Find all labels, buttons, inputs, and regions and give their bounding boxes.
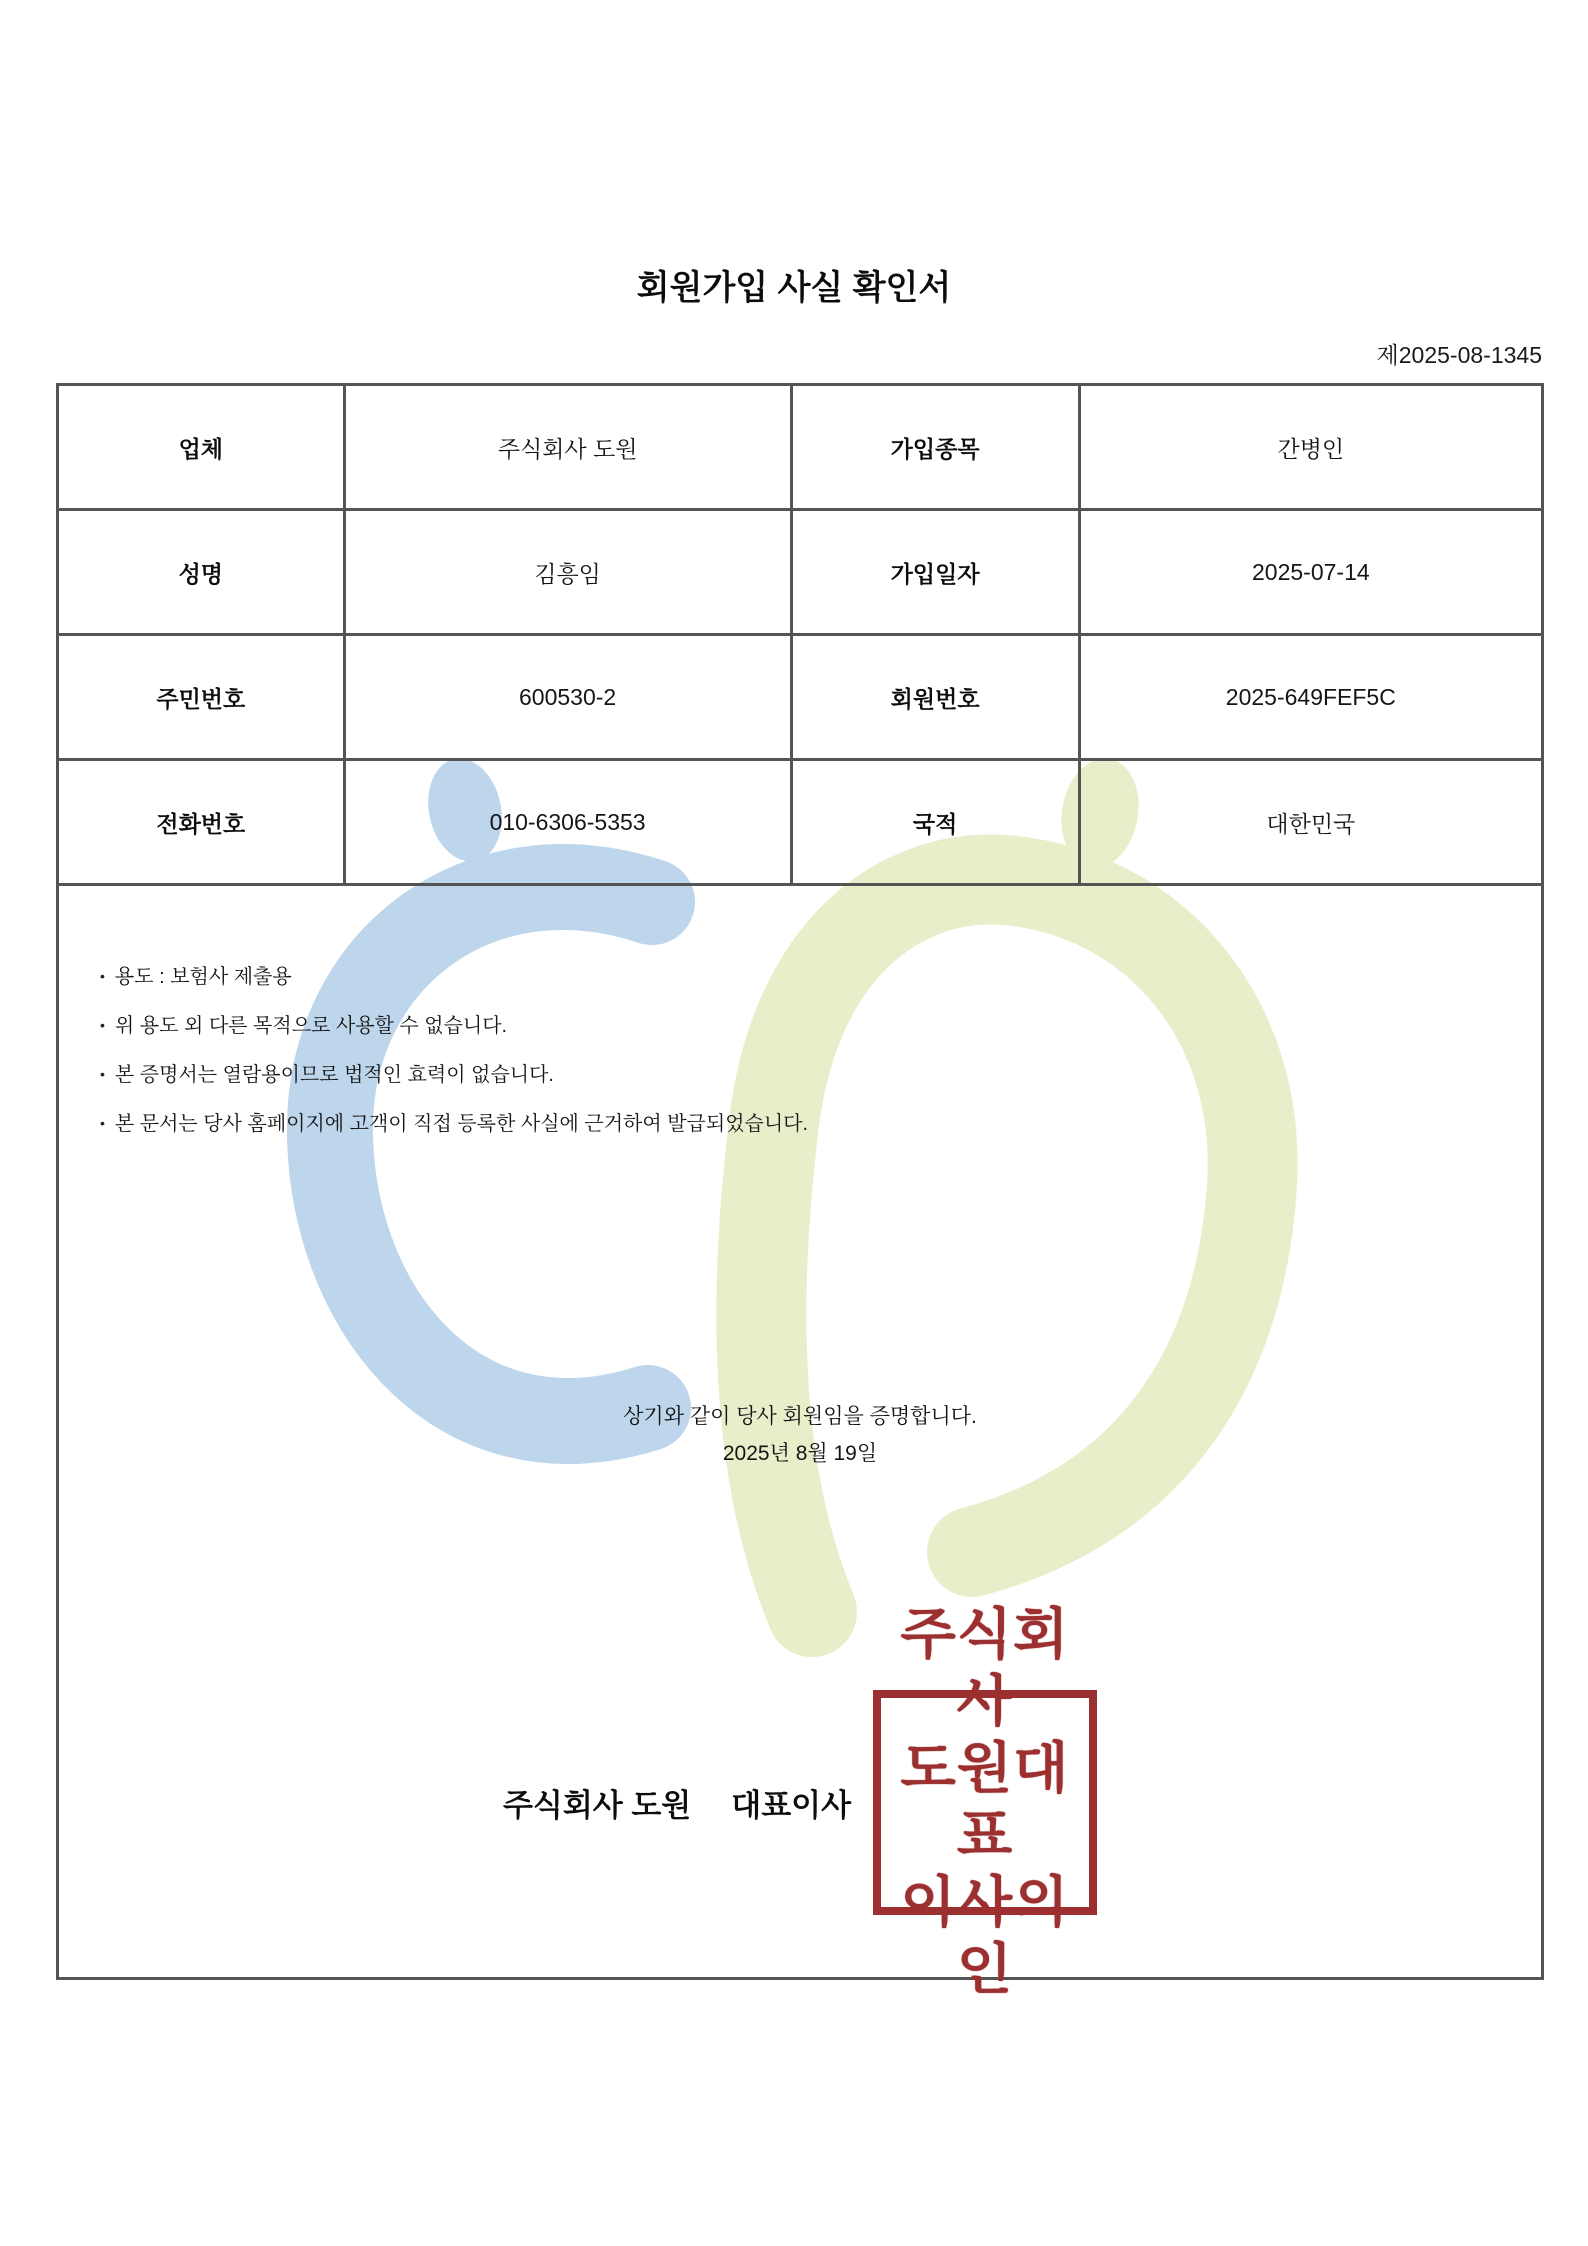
name-value: 김흥임 xyxy=(344,510,791,635)
bullet-icon: • xyxy=(100,1066,105,1082)
signer-line xyxy=(503,1780,851,1825)
seal-text-line: 도원대표 xyxy=(900,1737,1070,1866)
phone-label: 전화번호 xyxy=(58,760,345,885)
membership-type-label: 가입종목 xyxy=(791,385,1079,510)
table-row xyxy=(58,760,1543,885)
signer-company: 주식회사 도원 xyxy=(502,1787,692,1823)
member-info-table xyxy=(56,383,1544,886)
page-title: 회원가입 사실 확인서 xyxy=(636,269,952,307)
document-number: 제2025-08-1345 xyxy=(1376,342,1542,368)
table-row xyxy=(58,510,1543,635)
note-item xyxy=(100,1001,808,1050)
note-item xyxy=(100,952,808,1001)
note-item xyxy=(100,1050,808,1099)
note-text: 위 용도 외 다른 목적으로 사용할 수 없습니다. xyxy=(114,1015,508,1037)
phone-value: 010-6306-5353 xyxy=(344,760,791,885)
member-number-label: 회원번호 xyxy=(791,635,1079,760)
name-label: 성명 xyxy=(58,510,345,635)
bullet-icon: • xyxy=(100,1115,105,1131)
seal-text-line: 이사의인 xyxy=(900,1871,1070,2000)
signer-role: 대표이사 xyxy=(731,1787,852,1823)
corporate-seal-stamp xyxy=(873,1603,1097,2000)
bullet-icon: • xyxy=(100,1017,105,1033)
certificate-body-box xyxy=(56,383,1544,2000)
resident-id-label: 주민번호 xyxy=(58,635,345,760)
note-text: 본 증명서는 열람용이므로 법적인 효력이 없습니다. xyxy=(114,1064,554,1086)
nationality-label: 국적 xyxy=(791,760,1079,885)
bullet-icon: • xyxy=(100,968,105,984)
note-text: 용도 : 보험사 제출용 xyxy=(114,966,292,988)
note-item xyxy=(100,1099,808,1148)
membership-type-value: 간병인 xyxy=(1079,385,1542,510)
statement-line: 상기와 같이 당사 회원임을 증명합니다. xyxy=(623,1405,977,1428)
nationality-value: 대한민국 xyxy=(1079,760,1542,885)
certification-statement xyxy=(59,1398,1541,1472)
usage-notes-list xyxy=(100,952,808,1148)
seal-text-line: 주식회사 xyxy=(900,1603,1070,1732)
company-value: 주식회사 도원 xyxy=(344,385,791,510)
note-text: 본 문서는 당사 홈페이지에 고객이 직접 등록한 사실에 근거하여 발급되었습니다. xyxy=(114,1113,809,1135)
resident-id-value: 600530-2 xyxy=(344,635,791,760)
join-date-label: 가입일자 xyxy=(791,510,1079,635)
member-number-value: 2025-649FEF5C xyxy=(1079,635,1542,760)
signature-row xyxy=(59,1603,1541,2000)
company-label: 업체 xyxy=(58,385,345,510)
join-date-value: 2025-07-14 xyxy=(1079,510,1542,635)
table-row xyxy=(58,385,1543,510)
table-row xyxy=(58,635,1543,760)
issue-date: 2025년 8월 19일 xyxy=(722,1442,878,1465)
